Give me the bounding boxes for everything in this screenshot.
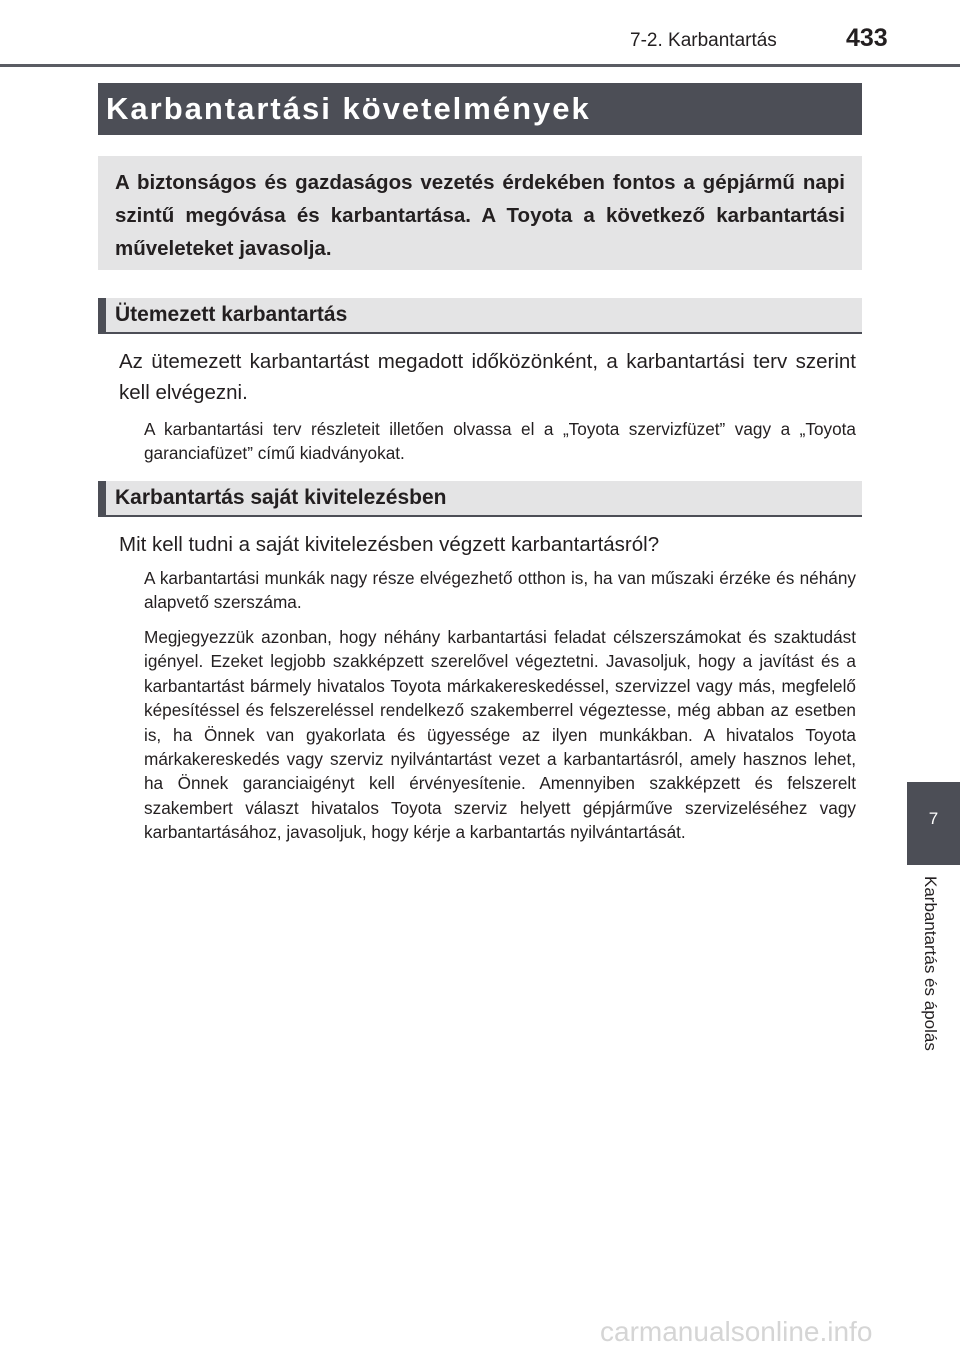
- page-number: 433: [846, 24, 888, 52]
- section-note-text: A karbantartási terv részleteit illetően olvassa el a „Toyota szervizfüzet” vagy a „Toyota garanciafüzet” című kiadványokat.: [144, 419, 856, 464]
- section-note-text: Megjegyezzük azonban, hogy néhány karbantartási feladat célszerszámokat és szaktudást igényel. Ezeket legjobb szakképzett szerelővel végeztetni. Javasoljuk, hogy a javítást és a karbantartást bármely hivatalos Toyota márkakereskedéssel, szervizzel vagy más, megfelelő képesítéssel és felszereléssel rendelkező szakemberrel végeztesse, még abban az esetben is, ha Önnek van gyakorlata és ügyessége az ilyen munkákban. A hivatalos Toyota márkakereskedés vagy szerviz nyilvántartást vezet a karbantartásról, amely hasznos lehet, ha Önnek garanciaigényt kell érvényesítenie. Amennyiben szakképzett és felszerelt szakembert választ hivatalos Toyota szerviz helyett gépjárműve szervizeléséhez vagy karbantartásához, javasoljuk, hogy kérje a karbantartás nyilvántartását.: [144, 627, 856, 843]
- chapter-tab: [907, 782, 960, 865]
- section-heading-label: Ütemezett karbantartás: [115, 303, 348, 326]
- intro-text: A biztonságos és gazdaságos vezetés érdekében fontos a gépjármű napi szintű megóvása és karbantartása. A Toyota a következő karbantartási műveleteket javasolja.: [115, 171, 845, 260]
- page-title-bar: [98, 83, 862, 135]
- section-heading-diy-maintenance: [98, 481, 862, 517]
- chapter-number: 7: [928, 809, 939, 828]
- intro-box: [98, 156, 862, 270]
- section-heading-marker: [98, 298, 106, 332]
- chapter-title-vertical: Karbantartás és ápolás: [921, 876, 940, 1051]
- running-header-section: 7-2. Karbantartás: [630, 30, 777, 51]
- section-heading-scheduled-maintenance: [98, 298, 862, 334]
- section-lead-text: Az ütemezett karbantartást megadott időközönként, a karbantartási terv szerint kell elvégezni.: [119, 350, 856, 404]
- section-lead-text: Mit kell tudni a saját kivitelezésben végzett karbantartásról?: [119, 533, 660, 556]
- watermark: carmanualsonline.info: [600, 1316, 873, 1347]
- page-title: Karbantartási követelmények: [106, 91, 591, 126]
- section-note-text: A karbantartási munkák nagy része elvégezhető otthon is, ha van műszaki érzéke és néhány alapvető szerszáma.: [144, 568, 856, 613]
- section-heading-marker: [98, 481, 106, 515]
- section-heading-label: Karbantartás saját kivitelezésben: [115, 486, 447, 509]
- header-divider: [0, 64, 960, 67]
